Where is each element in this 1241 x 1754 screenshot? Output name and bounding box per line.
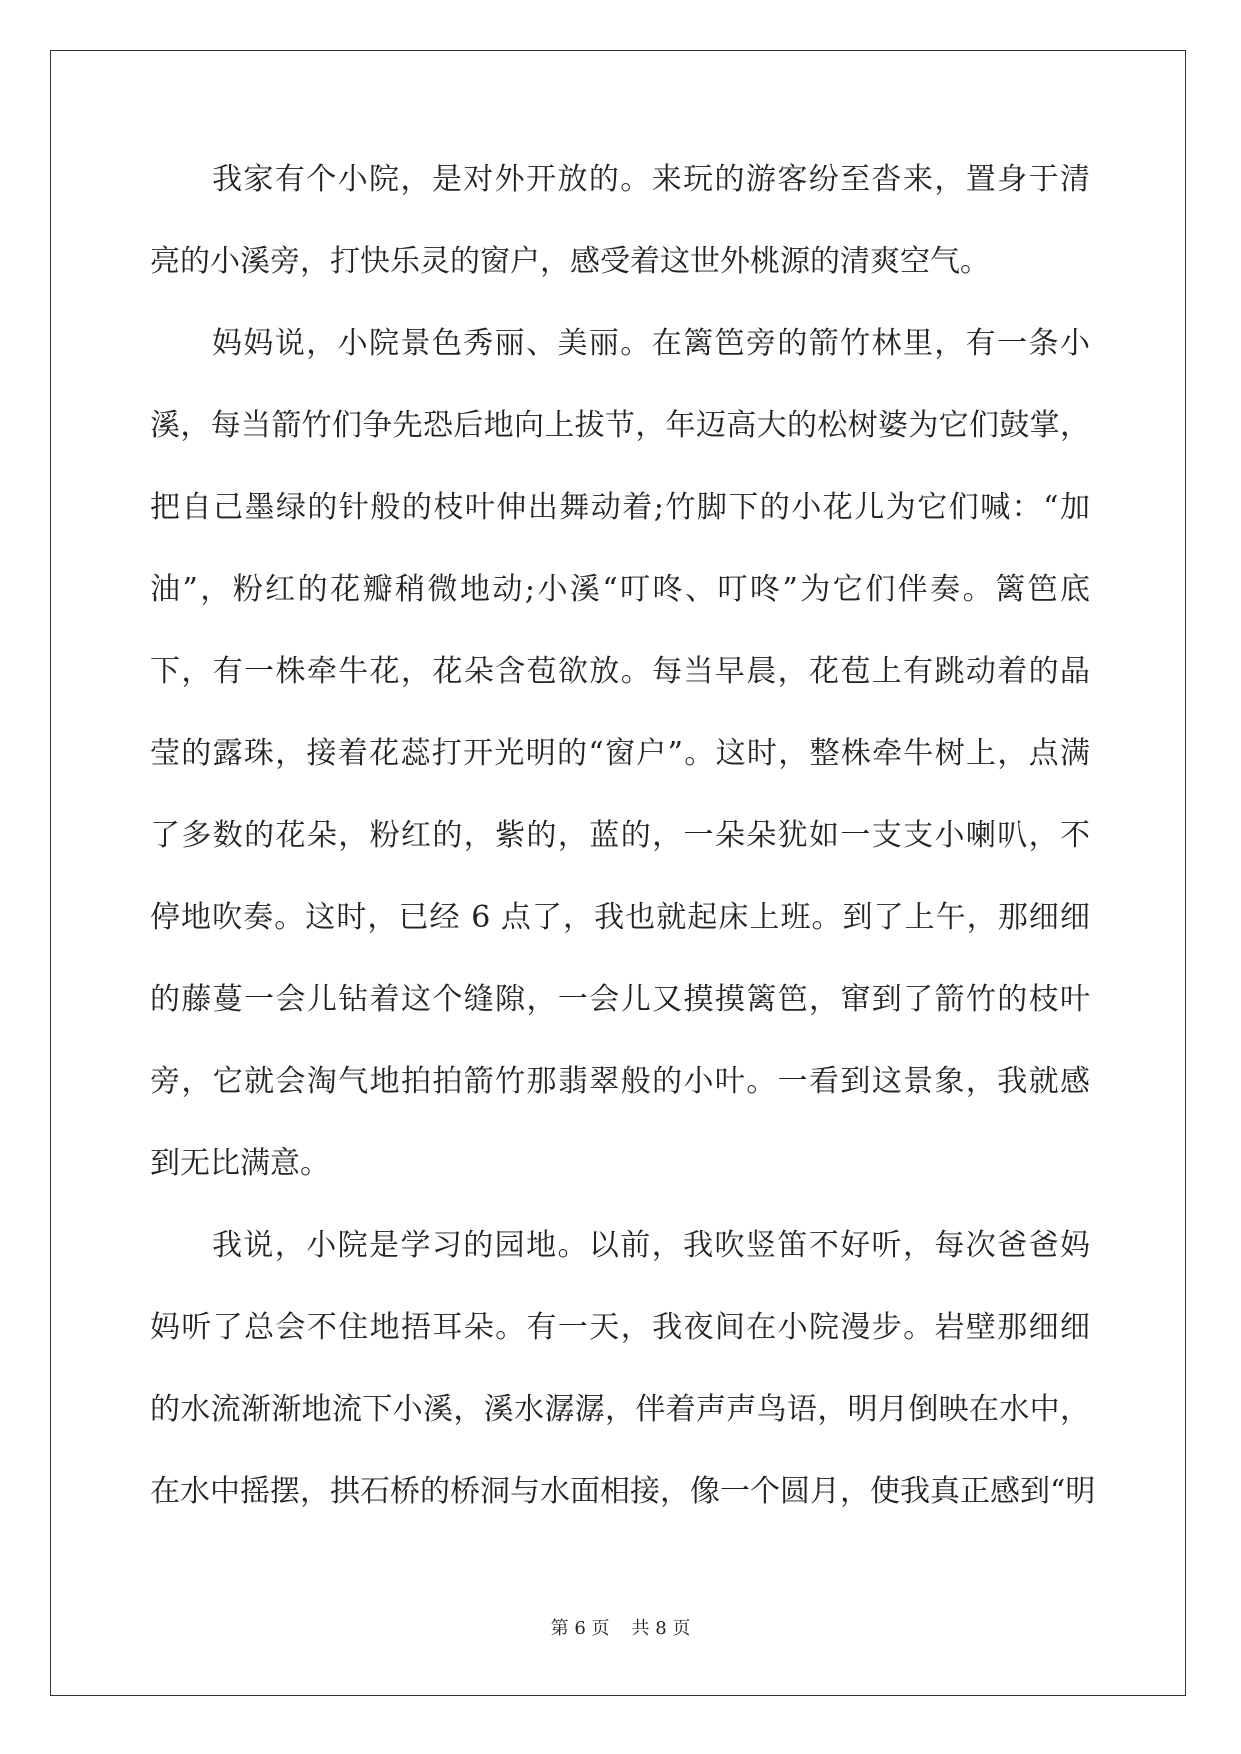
text-line: 到无比满意。 — [150, 1146, 330, 1181]
text-line: 下，有一株牵牛花，花朵含苞欲放。每当早晨，花苞上有跳动着的晶 — [150, 654, 1090, 689]
page-number-total: 共 8 页 — [631, 1618, 691, 1639]
text-line: 的水流渐渐地流下小溪，溪水潺潺，伴着声声鸟语，明月倒映在水中， — [150, 1392, 1090, 1427]
text-line: 妈听了总会不住地捂耳朵。有一天，我夜间在小院漫步。岩壁那细细 — [150, 1310, 1090, 1345]
text-line: 旁，它就会淘气地拍拍箭竹那翡翠般的小叶。一看到这景象，我就感 — [150, 1064, 1090, 1099]
text-line: 停地吹奏。这时，已经 6 点了，我也就起床上班。到了上午，那细细 — [150, 900, 1090, 935]
document-body — [150, 160, 1096, 1554]
text-line: 溪，每当箭竹们争先恐后地向上拔节，年迈高大的松树婆为它们鼓掌， — [150, 408, 1090, 443]
text-line: 的藤蔓一会儿钻着这个缝隙，一会儿又摸摸篱笆，窜到了箭竹的枝叶 — [150, 982, 1090, 1017]
text-line: 我家有个小院，是对外开放的。来玩的游客纷至沓来，置身于清 — [212, 162, 1090, 197]
page-number-current: 第 6 页 — [550, 1618, 610, 1639]
text-line: 把自己墨绿的针般的枝叶伸出舞动着;竹脚下的小花儿为它们喊：“加 — [150, 490, 1090, 525]
text-line: 油”，粉红的花瓣稍微地动;小溪“叮咚、叮咚”为它们伴奏。篱笆底 — [150, 572, 1090, 607]
text-line: 我说，小院是学习的园地。以前，我吹竖笛不好听，每次爸爸妈 — [212, 1228, 1090, 1263]
page-footer — [0, 1614, 1241, 1640]
text-line: 莹的露珠，接着花蕊打开光明的“窗户”。这时，整株牵牛树上，点满 — [150, 736, 1090, 771]
text-line: 了多数的花朵，粉红的，紫的，蓝的，一朵朵犹如一支支小喇叭，不 — [150, 818, 1090, 853]
text-line: 亮的小溪旁，打快乐灵的窗户，感受着这世外桃源的清爽空气。 — [150, 244, 990, 279]
text-line: 妈妈说，小院景色秀丽、美丽。在篱笆旁的箭竹林里，有一条小 — [212, 326, 1090, 361]
text-line: 在水中摇摆，拱石桥的桥洞与水面相接，像一个圆月，使我真正感到“明 — [150, 1474, 1096, 1509]
